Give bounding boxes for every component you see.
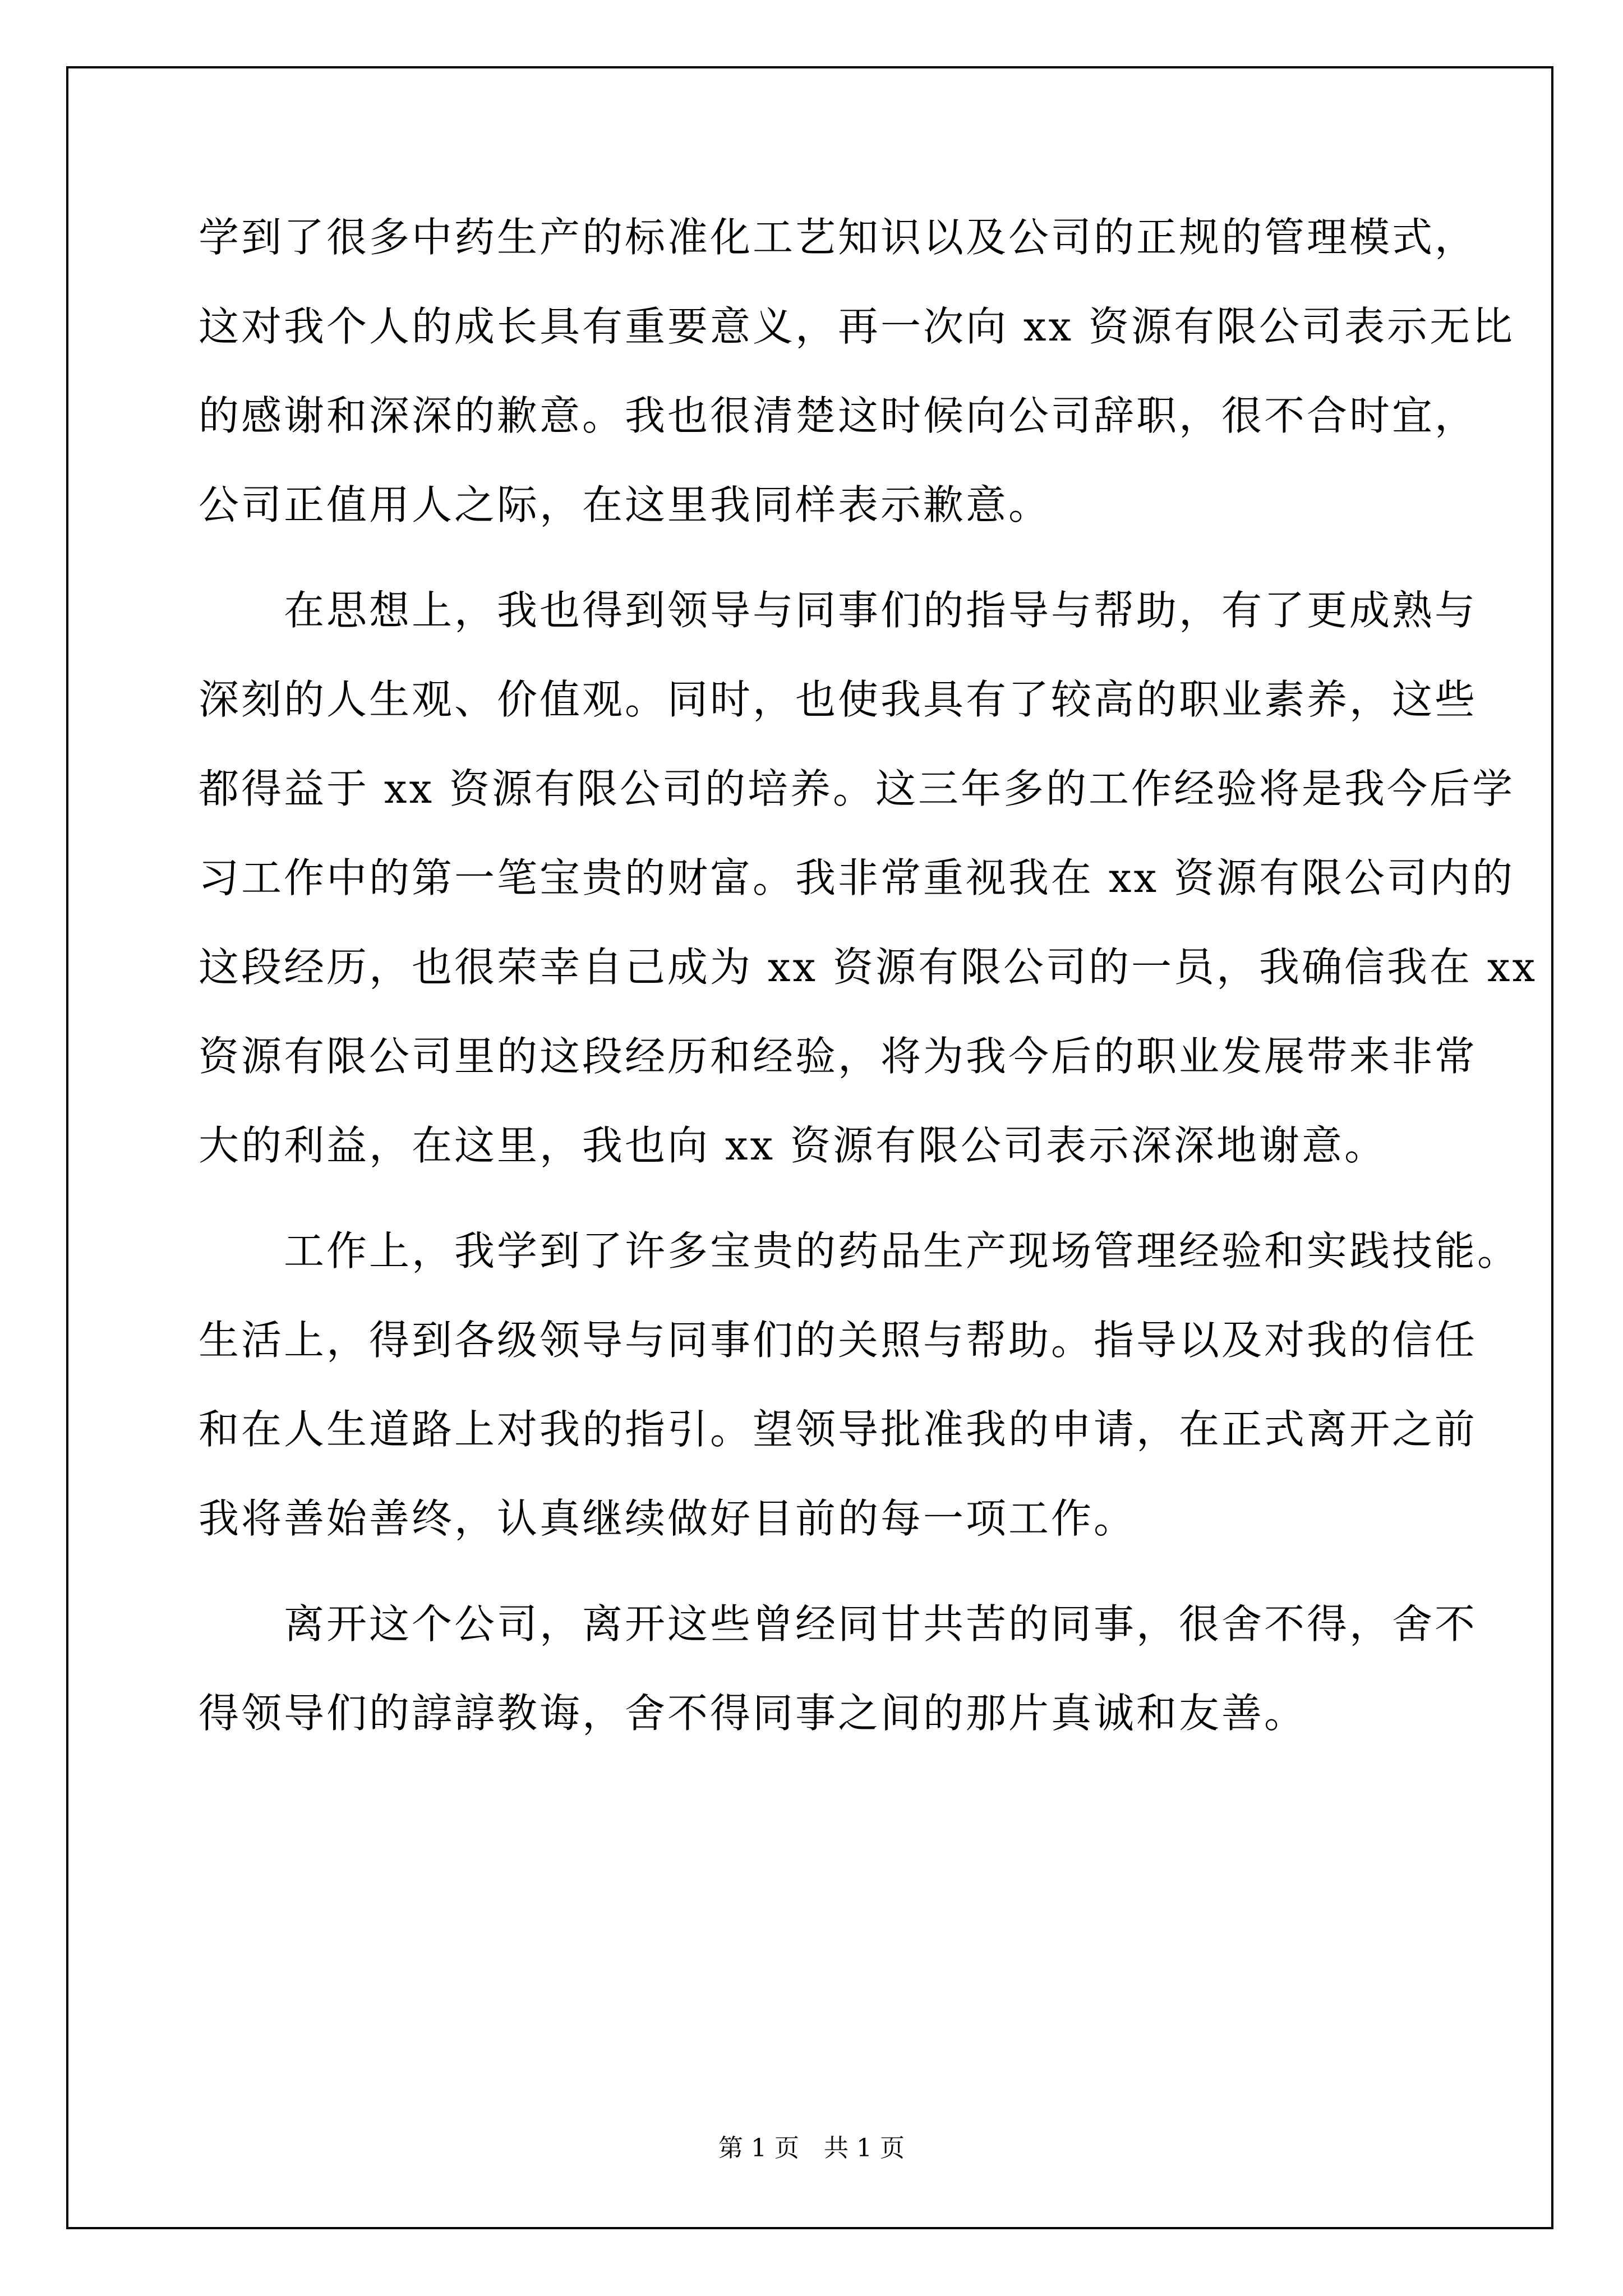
text-line: 的感谢和深深的歉意。我也很清楚这时候向公司辞职，很不合时宜，: [199, 392, 1478, 439]
text-line: 大的利益，在这里，我也向 xx 资源有限公司表示深深地谢意。: [199, 1122, 1387, 1169]
text-line: 资源有限公司里的这段经历和经验，将为我今后的职业发展带来非常: [199, 1033, 1478, 1080]
text-line: 和在人生道路上对我的指引。望领导批准我的申请，在正式离开之前: [199, 1406, 1478, 1453]
paragraph: [199, 1580, 1478, 1758]
text-line: 这段经历，也很荣幸自己成为 xx 资源有限公司的一员，我确信我在 xx: [199, 944, 1538, 991]
text-line: 深刻的人生观、价值观。同时，也使我具有了较高的职业素养，这些: [199, 676, 1478, 723]
document-body: [199, 193, 1538, 1758]
paragraph-spacing: [199, 1563, 1432, 1580]
text-line: 我将善始善终，认真继续做好目前的每一项工作。: [199, 1495, 1137, 1542]
page-footer: 第 1 页 共 1 页: [718, 2134, 905, 2162]
paragraph: [199, 193, 1515, 550]
text-line: 都得益于 xx 资源有限公司的培养。这三年多的工作经验将是我今后学: [199, 765, 1515, 812]
text-line: 公司正值用人之际，在这里我同样表示歉意。: [199, 481, 1052, 528]
paragraph: [199, 566, 1538, 1190]
text-line: 工作上，我学到了许多宝贵的药品生产现场管理经验和实践技能。: [199, 1227, 1520, 1274]
text-line: 在思想上，我也得到领导与同事们的指导与帮助，有了更成熟与: [199, 587, 1478, 634]
text-line: 习工作中的第一笔宝贵的财富。我非常重视我在 xx 资源有限公司内的: [199, 854, 1515, 901]
text-line: 离开这个公司，离开这些曾经同甘共苦的同事，很舍不得，舍不: [199, 1600, 1478, 1648]
text-line: 学到了很多中药生产的标准化工艺知识以及公司的正规的管理模式，: [199, 214, 1478, 261]
text-line: 得领导们的諄諄教诲，舍不得同事之间的那片真诚和友善。: [199, 1690, 1307, 1737]
paragraph-spacing: [199, 1190, 1432, 1207]
text-line: 这对我个人的成长具有重要意义，再一次向 xx 资源有限公司表示无比: [199, 303, 1515, 350]
paragraph: [199, 1207, 1520, 1563]
text-line: 生活上，得到各级领导与同事们的关照与帮助。指导以及对我的信任: [199, 1317, 1478, 1364]
paragraph-spacing: [199, 550, 1432, 566]
